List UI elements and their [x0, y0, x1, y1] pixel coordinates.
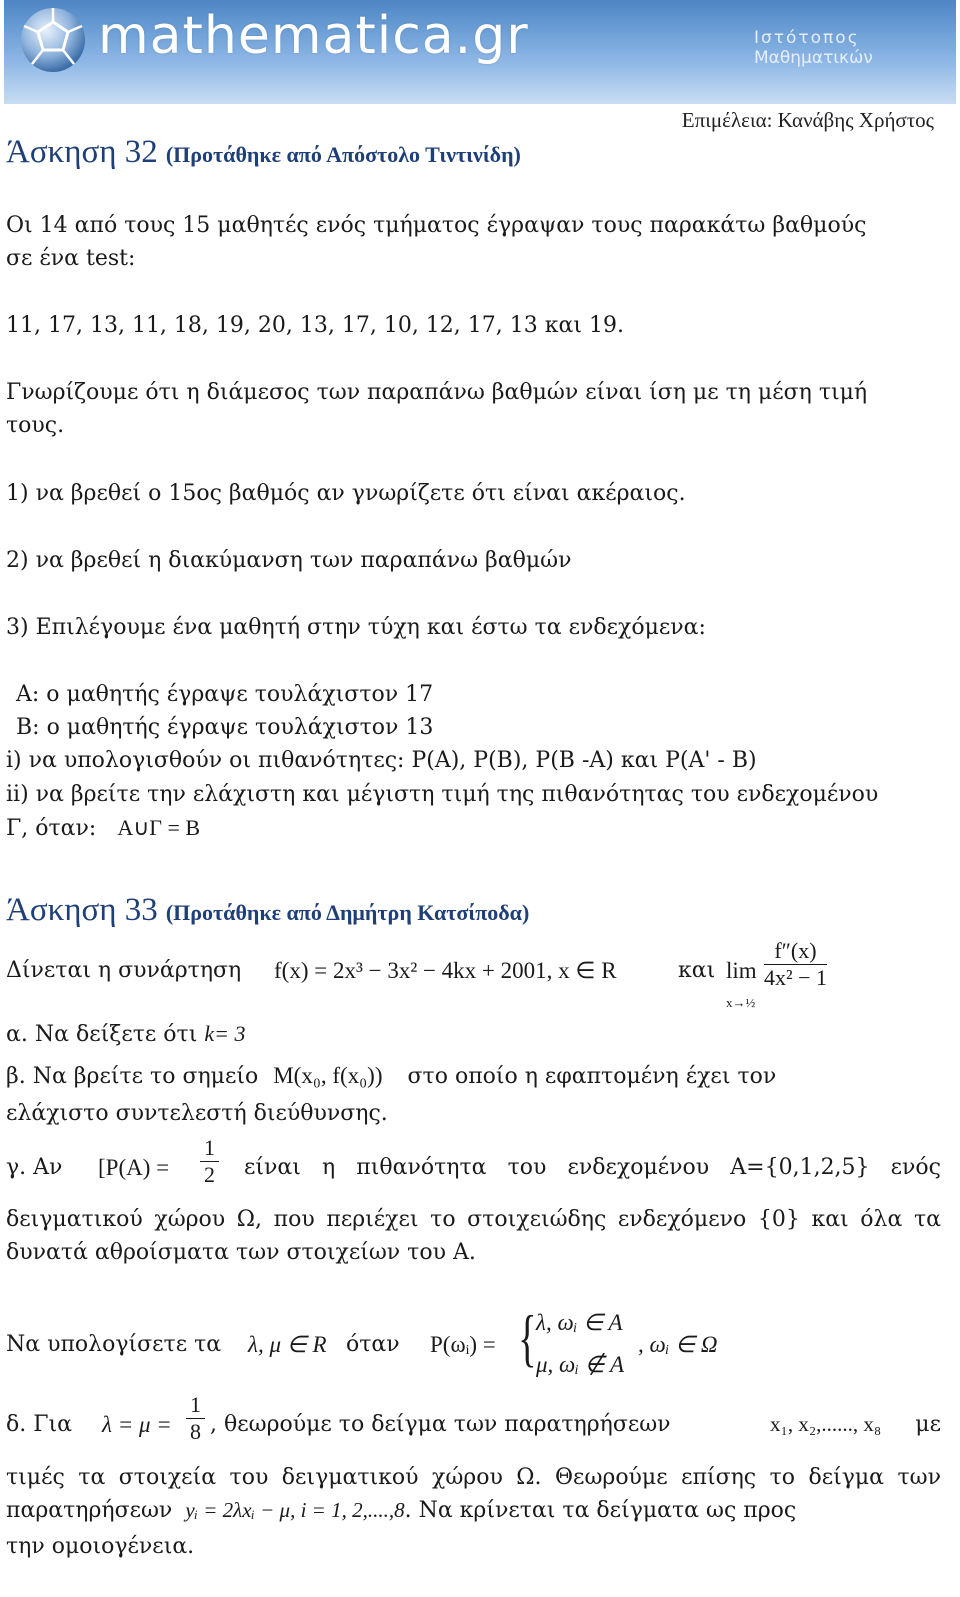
site-tagline [754, 28, 894, 68]
exercise-33-heading [6, 892, 529, 929]
ex33-d-numerator: 1 [186, 1392, 205, 1419]
exercise-32-heading [6, 134, 521, 171]
ex33-limit-fraction [764, 938, 827, 991]
ex32-qii-line-2 [6, 811, 941, 845]
ex33-c-line-2: δειγματικού χώρου Ω, που περιέχει το στοιχειώδης ενδεχόμενο {0} και όλα τα [6, 1207, 941, 1232]
ex32-event-a: Α: ο μαθητής έγραψε τουλάχιστον 17 [16, 682, 434, 707]
ex33-b-line-1 [6, 1059, 941, 1093]
ex33-d-end: με [915, 1412, 941, 1437]
ex33-d-eq: λ = μ = [102, 1412, 172, 1437]
ex33-calc-p: P(ωᵢ) = [430, 1332, 496, 1357]
ex33-d-sample: x₁, x₂,......, x₈ [770, 1412, 882, 1436]
exercise-32-title: Άσκηση 32 [6, 134, 158, 170]
ex32-known-line-1: Γνωρίζουμε ότι η διάμεσος των παραπάνω βαθμών είναι ίση με τη μέση τιμή [6, 380, 868, 405]
ex33-c-mid: είναι η πιθανότητα του ενδεχομένου Α={0,1,2,5} ενός [244, 1155, 941, 1180]
ex33-d-l3-end: . Να κρίνεται τα δείγματα ως προς [404, 1498, 797, 1523]
ex33-c-line-1 [6, 1137, 941, 1193]
ex33-calc-start: Να υπολογίσετε τα [6, 1332, 222, 1357]
ex33-d-start: δ. Για [6, 1412, 72, 1437]
ex32-q1: 1) να βρεθεί ο 15ος βαθμός αν γνωρίζετε ότι είναι ακέραιος. [6, 481, 686, 506]
ex33-given-text: Δίνεται η συνάρτηση [6, 958, 242, 983]
ex33-b-point: M(x₀, f(x₀)) [273, 1063, 383, 1088]
site-banner [4, 0, 956, 104]
ex33-and: και [678, 958, 716, 983]
ex33-d-l3-math: yᵢ = 2λxᵢ − μ, i = 1, 2,....,8 [185, 1498, 405, 1522]
ex33-b-start: β. Να βρείτε το σημείο [6, 1064, 259, 1089]
ex33-d-line-4: την ομοιογένεια. [6, 1534, 195, 1559]
ex33-c-start: γ. Αν [6, 1155, 63, 1180]
ex33-d-line-2: τιμές τα στοιχεία του δειγματικού χώρου Ω. Θεωρούμε επίσης το δείγμα των [6, 1465, 941, 1490]
ex33-a-math: k= 3 [204, 1021, 246, 1046]
ex33-b [6, 1059, 941, 1130]
ex33-d-line-1 [6, 1390, 941, 1460]
ex33-d-line-3 [6, 1494, 941, 1527]
ex33-d-fraction [186, 1392, 205, 1445]
ex33-given [6, 938, 941, 1018]
ex32-q2: 2) να βρεθεί η διακύμανση των παραπάνω βαθμών [6, 548, 572, 573]
ex32-intro-line-2: σε ένα test: [6, 246, 136, 271]
ex32-grades: 11, 17, 13, 11, 18, 19, 20, 13, 17, 10, 12, 17, 13 και 19. [6, 313, 624, 338]
ex32-event-b: Β: ο μαθητής έγραψε τουλάχιστον 13 [16, 715, 434, 740]
ex33-c-numerator: 1 [200, 1135, 219, 1162]
ex33-cases-brace: { [518, 1302, 537, 1373]
ex33-calc-when: όταν [346, 1332, 400, 1357]
ex33-c-fraction [200, 1135, 219, 1188]
ex33-c-denominator: 2 [204, 1162, 215, 1187]
ex32-intro [6, 209, 941, 275]
ex33-case-2: μ, ωᵢ ∉ A [536, 1352, 625, 1377]
ex33-a-text: α. Να δείξετε ότι [6, 1022, 198, 1047]
ex33-lim: lim [726, 958, 757, 983]
ex33-limit-numerator: f″(x) [764, 938, 827, 965]
ex33-d-l3-start: παρατηρήσεων [6, 1498, 173, 1523]
ex33-case-1: λ, ωᵢ ∈ A [536, 1310, 623, 1335]
exercise-32-proposer: (Προτάθηκε από Απόστολο Τιντινίδη) [165, 142, 521, 167]
ex33-b-line-2: ελάχιστο συντελεστή διεύθυνσης. [6, 1101, 388, 1126]
tagline-line-2: Μαθηματικών [754, 48, 873, 68]
ex33-c-line-3: δυνατά αθροίσματα των στοιχείων του Α. [6, 1240, 476, 1265]
ex33-calc [6, 1300, 941, 1390]
ex33-calc-vars: λ, μ ∈ R [248, 1332, 327, 1357]
exercise-33-title: Άσκηση 33 [6, 892, 158, 928]
logo-ball-icon [18, 4, 88, 76]
ex32-qii-math: Α∪Γ = Β [117, 815, 201, 840]
ex33-limit-denominator: 4x² − 1 [764, 965, 828, 990]
ex33-d-mid: , θεωρούμε το δείγμα των παρατηρήσεων [210, 1412, 671, 1437]
ex33-function: f(x) = 2x³ − 3x² − 4kx + 2001, x ∈ R [274, 958, 617, 983]
ex33-calc-end: , ωᵢ ∈ Ω [638, 1332, 718, 1357]
ex32-qii [6, 778, 941, 845]
ex33-c-expr: [P(A) = [98, 1155, 170, 1180]
site-name[interactable]: mathematica.gr [98, 6, 529, 66]
ex32-known [6, 376, 941, 442]
ex33-a [6, 1017, 941, 1051]
ex32-known-line-2: τους. [6, 413, 65, 438]
exercise-33-proposer: (Προτάθηκε από Δημήτρη Κατσίποδα) [165, 900, 530, 925]
tagline-line-1: Ιστότοπος [754, 28, 860, 48]
ex32-intro-line-1: Οι 14 από τους 15 μαθητές ενός τμήματος έγραψαν τους παρακάτω βαθμούς [6, 213, 867, 238]
ex32-qii-line-2-text: Γ, όταν: [6, 816, 97, 841]
ex32-qi: i) να υπολογισθούν οι πιθανότητες: Ρ(Α), Ρ(Β), Ρ(Β -Α) και Ρ(Α' - Β) [6, 748, 757, 773]
ex32-qii-line-1: ii) να βρείτε την ελάχιστη και μέγιστη τιμή της πιθανότητας του ενδεχομένου [6, 782, 879, 807]
ex32-q3: 3) Επιλέγουμε ένα μαθητή στην τύχη και έστω τα ενδεχόμενα: [6, 615, 706, 640]
ex33-d-denominator: 8 [190, 1419, 201, 1444]
editor-credit: Επιμέλεια: Κανάβης Χρήστος [681, 108, 934, 132]
ex33-b-end: στο οποίο η εφαπτομένη έχει τον [407, 1064, 777, 1089]
ex33-lim-sub: x→½ [726, 995, 756, 1010]
